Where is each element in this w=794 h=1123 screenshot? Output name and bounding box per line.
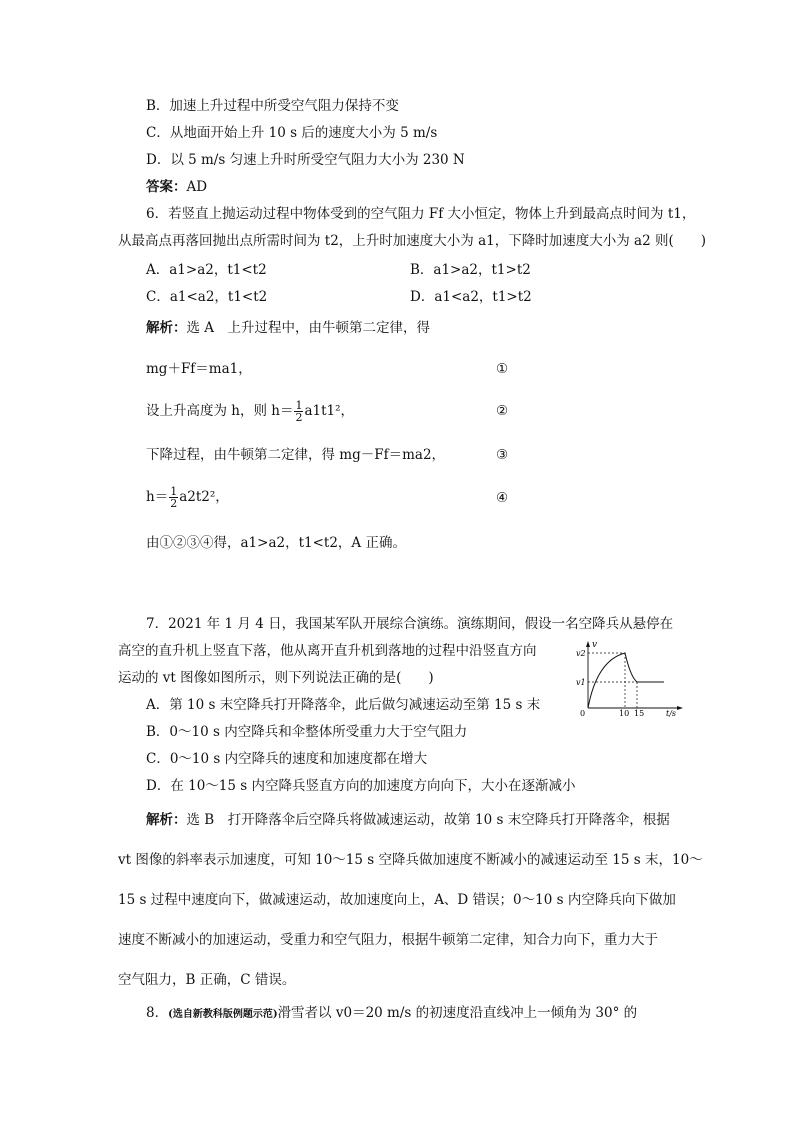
v-axis-arrow-icon [586,641,590,647]
eq2-suffix: a1t1²， [304,403,355,419]
q6-option-a: A．a1>a2，t1<t2 [146,262,267,278]
v1-label: v1 [576,678,586,687]
q6-option-b: B．a1>a2，t1>t2 [410,262,531,278]
v2-label: v2 [576,649,586,658]
q6-equation-3: 下降过程，由牛顿第二定律，得 mg－Ff＝ma2， [146,447,446,463]
fraction-one-half: $\frac{1}{2}$ [170,485,178,510]
q7-analysis-line-4: 速度不断减小的加速运动，受重力和空气阻力，根据牛顿第二定律，知合力向下，重力大于 [118,932,658,948]
q6-equation-2 [146,398,354,424]
q6-mark-3: ③ [496,447,509,463]
answer-value: AD [186,179,208,195]
analysis-text: 选 B 打开降落伞后空降兵将做减速运动，故第 10 s 末空降兵打开降落伞，根据 [186,812,670,828]
q7-option-c: C．0～10 s 内空降兵的速度和加速度都在增大 [146,751,428,767]
eq4-prefix: h＝ [146,489,169,505]
q7-analysis-line-5: 空气阻力，B 正确，C 错误。 [118,972,296,988]
velocity-curve [588,653,664,708]
q7-option-b: B．0～10 s 内空降兵和伞整体所受重力大于空气阻力 [146,724,468,740]
analysis-label: 解析： [146,812,187,828]
q8-source-note: (选自新教科版例题示范) [168,1009,278,1020]
answer-label: 答案： [146,179,187,195]
vt-graph [572,638,688,718]
origin-label: 0 [580,709,586,718]
q5-option-b: B．加速上升过程中所受空气阻力保持不变 [146,98,399,114]
analysis-label: 解析： [146,320,187,336]
q7-analysis-line-2: vt 图像的斜率表示加速度，可知 10～15 s 空降兵做加速度不断减小的减速运动至 15 s 末，10～ [118,852,703,868]
q5-option-c: C．从地面开始上升 10 s 后的速度大小为 5 m/s [146,125,438,141]
q7-analysis-line-3: 15 s 过程中速度向下，做减速运动，故加速度向上，A、D 错误；0～10 s 内空降兵向下做加 [118,892,676,908]
q6-stem-line-1: 6．若竖直上抛运动过程中物体受到的空气阻力 Ff 大小恒定，物体上升到最高点时间为 t1， [146,206,696,222]
q7-stem-line-1: 7．2021 年 1 月 4 日，我国某军队开展综合演练。演练期间，假设一名空降兵从悬停在 [146,616,674,632]
q7-stem-line-2: 高空的直升机上竖直下落，他从离开直升机到落地的过程中沿竖直方向 [118,643,537,659]
q6-mark-1: ① [496,361,509,377]
q6-option-d: D．a1<a2，t1>t2 [410,289,532,305]
q7-option-a: A．第 10 s 末空降兵打开降落伞，此后做匀减速运动至第 15 s 末 [146,697,541,713]
t-axis-arrow-icon [677,706,683,710]
q5-option-d: D．以 5 m/s 匀速上升时所受空气阻力大小为 230 N [146,152,465,168]
eq2-prefix: 设上升高度为 h，则 h＝ [146,403,294,419]
q8-number: 8． [146,1005,169,1021]
q6-stem-line-2: 从最高点再落回抛出点所需时间为 t2，上升时加速度大小为 a1，下降时加速度大小为 a2 则( ) [118,233,706,249]
q5-answer [146,178,207,196]
q6-conclusion: 由①②③④得，a1>a2，t1<t2，A 正确。 [146,535,406,551]
q6-equation-4 [146,484,229,510]
analysis-intro: 选 A 上升过程中，由牛顿第二定律，得 [186,320,431,336]
q6-mark-2: ② [496,403,509,419]
q8-stem [146,1004,637,1024]
q7-stem-line-3: 运动的 vt 图像如图所示，则下列说法正确的是( ) [118,670,434,686]
q8-stem-text: 滑雪者以 v0＝20 m/s 的初速度沿直线冲上一倾角为 30° 的 [277,1005,638,1021]
eq4-suffix: a2t2²， [179,489,229,505]
fraction-one-half: $\frac{1}{2}$ [295,399,303,424]
q6-mark-4: ④ [496,490,509,506]
q6-option-c: C．a1<a2，t1<t2 [146,289,268,305]
q6-analysis [146,319,430,337]
q6-equation-1: mg＋Ff＝ma1， [146,361,252,377]
v-axis-label: v [592,640,598,650]
t-axis-label: t/s [666,709,677,718]
t15-label: 15 [634,709,645,718]
t10-label: 10 [619,709,630,718]
q7-option-d: D．在 10～15 s 内空降兵竖直方向的加速度方向向下，大小在逐渐减小 [146,778,576,794]
q7-analysis-line-1 [146,811,670,829]
